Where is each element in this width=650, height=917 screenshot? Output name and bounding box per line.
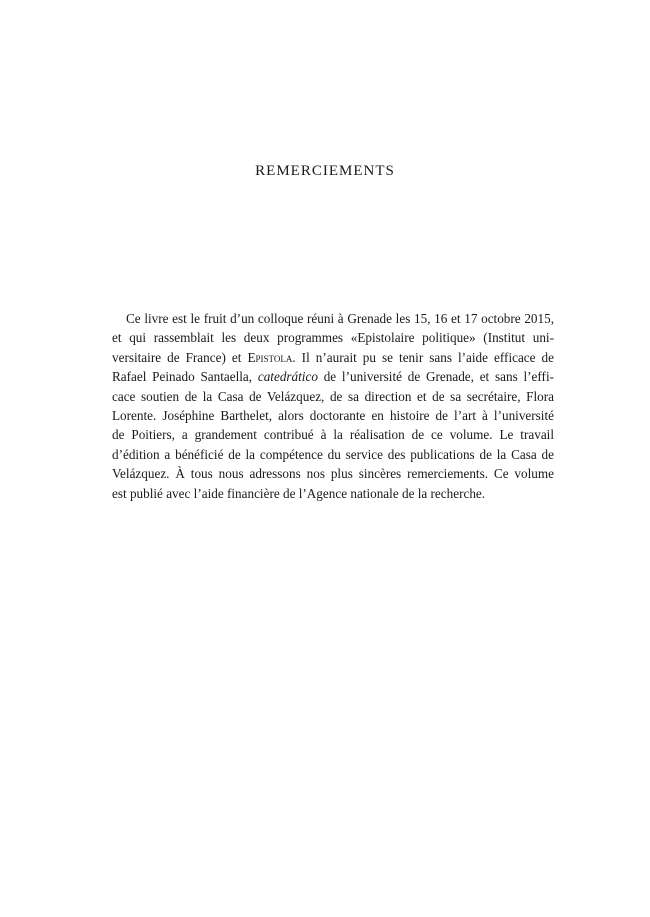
paragraph-line-5: cace soutien de la Casa de Velázquez, de sa direction et de sa secrétaire, Flora: [112, 388, 554, 404]
paragraph-line-4: [112, 367, 554, 386]
paragraph-line-4-end: de l’université de Grenade, et sans l’effi-: [317, 369, 554, 385]
paragraph-line-4-start: Rafael Peinado Santaella,: [112, 369, 258, 385]
acknowledgements-paragraph: [112, 309, 554, 503]
paragraph-line-8: d’édition a bénéficié de la compétence du service des publications de la Casa de: [112, 446, 554, 462]
paragraph-line-9: Velázquez. À tous nous adressons nos plus sincères remerciements. Ce volume: [112, 466, 554, 482]
page-title: REMERCIEMENTS: [255, 163, 395, 179]
paragraph-line-1: Ce livre est le fruit d’un colloque réuni à Grenade les 15, 16 et 17 octobre 2015,: [126, 311, 554, 326]
paragraph-line-3-start: versitaire de France) et: [112, 349, 248, 365]
paragraph-line-3: [112, 348, 554, 367]
italic-title-catedratico: catedrático: [257, 369, 318, 385]
paragraph-line-6: Lorente. Joséphine Barthelet, alors doctorante en histoire de l’art à l’université: [112, 408, 554, 424]
paragraph-line-3-end: . Il n’aurait pu se tenir sans l’aide efficace de: [292, 349, 554, 365]
paragraph-line-7: de Poitiers, a grandement contribué à la réalisation de ce volume. Le travail: [112, 427, 554, 443]
program-name-epistola: Epistola: [247, 349, 293, 365]
paragraph-line-2: et qui rassemblait les deux programmes «Epistolaire politique» (Institut uni-: [112, 330, 554, 346]
paragraph-line-10: est publié avec l’aide financière de l’Agence nationale de la recherche.: [112, 485, 486, 501]
